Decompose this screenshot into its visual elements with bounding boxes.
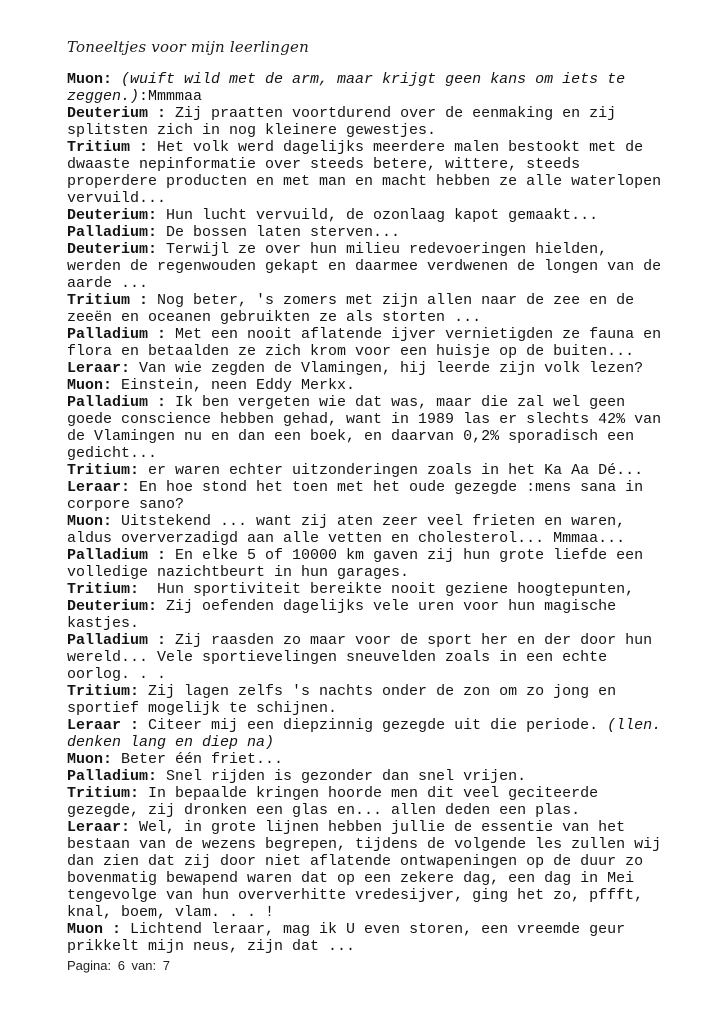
script-line [67, 173, 669, 190]
dialogue-text: Van wie zegden de Vlamingen, hij leerde zijn volk lezen? [130, 360, 644, 377]
script-line [67, 751, 669, 768]
speaker-label: Leraar : [67, 717, 140, 734]
script-line [67, 462, 669, 479]
dialogue-text: Wel, in grote lijnen hebben jullie de essentie van het [130, 819, 626, 836]
script-line [67, 649, 669, 666]
script-line [67, 513, 669, 530]
dialogue-text: Zij oefenden dagelijks vele uren voor hun magische [157, 598, 617, 615]
script-line [67, 921, 669, 938]
speaker-label: Muon: [67, 71, 113, 88]
stage-direction: zeggen.) [67, 88, 140, 105]
script-line [67, 122, 669, 139]
script-line [67, 938, 669, 955]
script-line [67, 343, 669, 360]
script-line [67, 802, 669, 819]
dialogue-text: kastjes. [67, 615, 140, 632]
script-line [67, 105, 669, 122]
speaker-label: Tritium: [67, 683, 140, 700]
speaker-label: Palladium : [67, 547, 167, 564]
speaker-label: Tritium: [67, 785, 140, 802]
stage-direction: denken lang en diep na) [67, 734, 275, 751]
script-line [67, 360, 669, 377]
speaker-label: Deuterium: [67, 241, 158, 258]
speaker-label: Deuterium: [67, 598, 158, 615]
dialogue-text: de Vlamingen nu en dan een boek, en daarvan 0,2% sporadisch een [67, 428, 635, 445]
script-line [67, 632, 669, 649]
speaker-label: Deuterium: [67, 207, 158, 224]
speaker-label: Muon: [67, 513, 113, 530]
script-line [67, 683, 669, 700]
script-body [67, 71, 669, 955]
script-line [67, 666, 669, 683]
dialogue-text: Ik ben vergeten wie dat was, maar die zal wel geen [166, 394, 626, 411]
page-footer: Pagina: 6 van: 7 [67, 958, 170, 973]
script-line [67, 207, 669, 224]
document-title: Toneeltjes voor mijn leerlingen [67, 38, 309, 56]
dialogue-text: properdere producten en met man en macht hebben ze alle waterlopen [67, 173, 662, 190]
script-line [67, 292, 669, 309]
speaker-label: Palladium : [67, 394, 167, 411]
dialogue-text: prikkelt mijn neus, zijn dat ... [67, 938, 356, 955]
dialogue-text: corpore sano? [67, 496, 185, 513]
script-line [67, 258, 669, 275]
dialogue-text: sportief mogelijk te schijnen. [67, 700, 338, 717]
speaker-label: Tritium: [67, 581, 140, 598]
script-line [67, 394, 669, 411]
script-line [67, 479, 669, 496]
speaker-label: Leraar: [67, 819, 131, 836]
speaker-label: Muon : [67, 921, 122, 938]
script-line [67, 156, 669, 173]
dialogue-text: dwaaste nepinformatie over steeds betere, wittere, steeds [67, 156, 581, 173]
dialogue-text: Uitstekend ... want zij aten zeer veel frieten en waren, [112, 513, 626, 530]
speaker-label: Palladium : [67, 326, 167, 343]
dialogue-text: Met een nooit aflatende ijver vernietigden ze fauna en [166, 326, 662, 343]
dialogue-text: vervuild... [67, 190, 167, 207]
script-line [67, 224, 669, 241]
speaker-label: Leraar: [67, 360, 131, 377]
speaker-label: Muon: [67, 751, 113, 768]
dialogue-text: Terwijl ze over hun milieu redevoeringen hielden, [157, 241, 608, 258]
dialogue-text: Het volk werd dagelijks meerdere malen bestookt met de [148, 139, 644, 156]
dialogue-text: Hun lucht vervuild, de ozonlaag kapot gemaakt... [157, 207, 599, 224]
dialogue-text: Beter één friet... [112, 751, 284, 768]
script-line [67, 190, 669, 207]
speaker-label: Palladium: [67, 768, 158, 785]
dialogue-text: knal, boem, vlam. . . ! [67, 904, 275, 921]
speaker-label: Leraar: [67, 479, 131, 496]
script-line [67, 734, 669, 751]
stage-direction: (llen. [607, 717, 662, 734]
script-line [67, 547, 669, 564]
dialogue-text: En hoe stond het toen met het oude gezegde :mens sana in [130, 479, 644, 496]
script-line [67, 717, 669, 734]
dialogue-text: zeeën en oceanen gebruikten ze als storten ... [67, 309, 482, 326]
script-line [67, 309, 669, 326]
speaker-label: Tritium : [67, 139, 149, 156]
script-line [67, 598, 669, 615]
script-line [67, 700, 669, 717]
dialogue-text: volledige nazichtbeurt in hun garages. [67, 564, 410, 581]
dialogue-text: bestaan van de wezens begrepen, tijdens de volgende les zullen wij [67, 836, 662, 853]
script-line [67, 785, 669, 802]
script-line [67, 275, 669, 292]
dialogue-text: gedicht... [67, 445, 158, 462]
script-line [67, 530, 669, 547]
dialogue-text: gezegde, zij dronken een glas en... allen deden een plas. [67, 802, 581, 819]
dialogue-text: tengevolge van hun oververhitte vredesijver, ging het zo, pffft, [67, 887, 644, 904]
dialogue-text: wereld... Vele sportievelingen sneuvelden zoals in een echte [67, 649, 608, 666]
dialogue-text: Snel rijden is gezonder dan snel vrijen. [157, 768, 527, 785]
script-line [67, 853, 669, 870]
dialogue-text: En elke 5 of 10000 km gaven zij hun grote liefde een [166, 547, 644, 564]
script-line [67, 377, 669, 394]
dialogue-text: oorlog. . . [67, 666, 167, 683]
script-line [67, 241, 669, 258]
script-line [67, 428, 669, 445]
script-line [67, 326, 669, 343]
dialogue-text: :Mmmmaa [139, 88, 203, 105]
speaker-label: Deuterium : [67, 105, 167, 122]
dialogue-text: flora en betaalden ze zich krom voor een huisje op de buiten... [67, 343, 635, 360]
script-line [67, 71, 669, 88]
dialogue-text: dan zien dat zij door niet aflatende ontwapeningen op de duur zo [67, 853, 644, 870]
dialogue-text: werden de regenwouden gekapt en daarmee verdwenen de longen van de [67, 258, 662, 275]
dialogue-text: er waren echter uitzonderingen zoals in het Ka Aa Dé... [139, 462, 644, 479]
dialogue-text: aldus oververzadigd aan alle vetten en cholesterol... Mmmaa... [67, 530, 626, 547]
speaker-label: Palladium : [67, 632, 167, 649]
dialogue-text: Lichtend leraar, mag ik U even storen, een vreemde geur [121, 921, 626, 938]
script-line [67, 445, 669, 462]
dialogue-text: Einstein, neen Eddy Merkx. [112, 377, 356, 394]
script-line [67, 819, 669, 836]
dialogue-text: Zij raasden zo maar voor de sport her en der door hun [166, 632, 653, 649]
script-line [67, 88, 669, 105]
dialogue-text: Zij lagen zelfs 's nachts onder de zon om zo jong en [139, 683, 617, 700]
speaker-label: Palladium: [67, 224, 158, 241]
script-line [67, 768, 669, 785]
script-line [67, 870, 669, 887]
script-line [67, 581, 669, 598]
dialogue-text: In bepaalde kringen hoorde men dit veel geciteerde [139, 785, 599, 802]
script-line [67, 139, 669, 156]
dialogue-text: Citeer mij een diepzinnig gezegde uit die periode. [139, 717, 608, 734]
speaker-label: Tritium: [67, 462, 140, 479]
script-line [67, 904, 669, 921]
dialogue-text: Nog beter, 's zomers met zijn allen naar de zee en de [148, 292, 635, 309]
script-line [67, 615, 669, 632]
dialogue-text: splitsten zich in nog kleinere gewestjes. [67, 122, 437, 139]
dialogue-text: aarde ... [67, 275, 149, 292]
dialogue-text: Zij praatten voortdurend over de eenmaking en zij [166, 105, 617, 122]
script-line [67, 564, 669, 581]
script-line [67, 496, 669, 513]
dialogue-text: goede conscience hebben gehad, want in 1989 las er slechts 42% van [67, 411, 662, 428]
speaker-label: Tritium : [67, 292, 149, 309]
script-line [67, 887, 669, 904]
stage-direction: (wuift wild met de arm, maar krijgt geen kans om iets te [112, 71, 626, 88]
dialogue-text: bovenmatig bewapend waren dat op een zekere dag, een dag in Mei [67, 870, 635, 887]
dialogue-text: De bossen laten sterven... [157, 224, 401, 241]
script-line [67, 836, 669, 853]
speaker-label: Muon: [67, 377, 113, 394]
dialogue-text: Hun sportiviteit bereikte nooit geziene hoogtepunten, [139, 581, 635, 598]
script-line [67, 411, 669, 428]
